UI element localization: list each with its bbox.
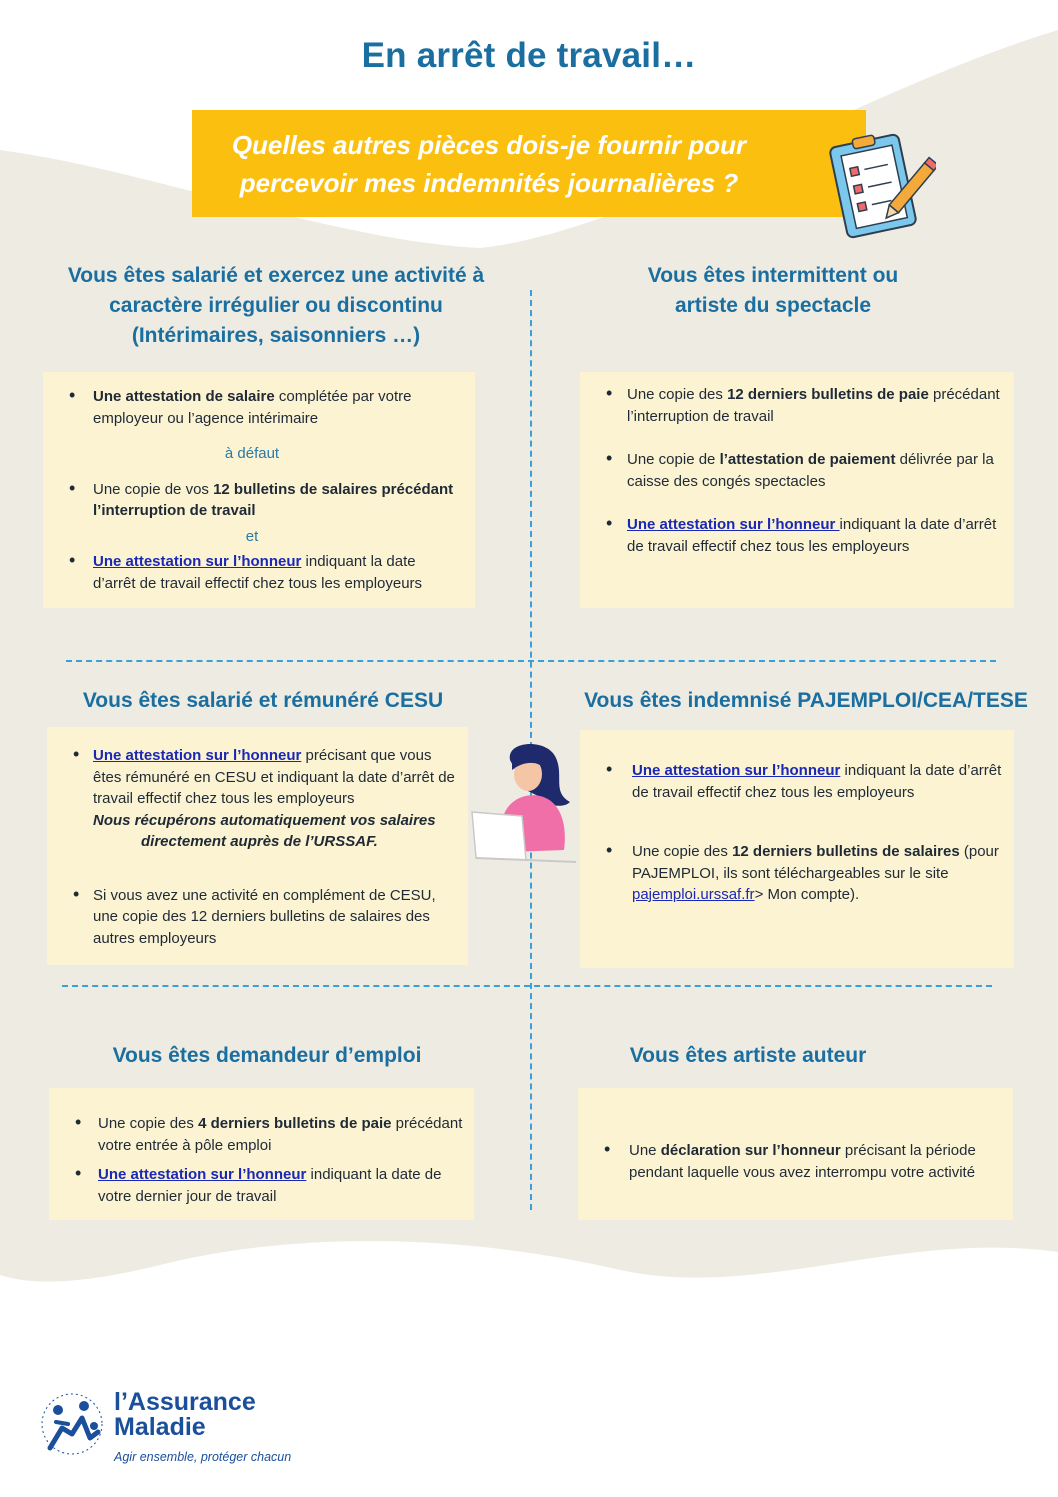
section-title-salarie-irregulier xyxy=(40,261,512,351)
section-title-demandeur: Vous êtes demandeur d’emploi xyxy=(112,1044,422,1067)
separator-et: et xyxy=(245,527,259,545)
bold-text: 4 derniers bulletins de paie xyxy=(198,1115,392,1132)
item-text: précisant la période pendant laquelle vous avez interrompu votre activité xyxy=(629,1142,976,1181)
assurance-maladie-logo-icon xyxy=(36,1388,108,1460)
attestation-link[interactable]: Une attestation sur l’honneur xyxy=(93,747,302,764)
item-text: Une copie des xyxy=(98,1115,199,1132)
clipboard-checklist-icon xyxy=(828,132,936,240)
item-text: (pour PAJEMPLOI, ils sont téléchargeables sur le site xyxy=(632,843,999,882)
list-item xyxy=(580,449,1000,492)
list-item xyxy=(43,479,461,522)
bold-text: 12 bulletins de salaires précédant l’interruption de travail xyxy=(93,480,454,519)
item-text: précédant votre entrée à pôle emploi xyxy=(98,1115,463,1154)
banner-line-1: Quelles autres pièces dois-je fournir pour xyxy=(231,129,747,160)
item-text: délivrée par la caisse des congés spectacles xyxy=(627,451,994,490)
attestation-link[interactable]: Une attestation sur l’honneur xyxy=(98,1166,307,1183)
list-item xyxy=(47,885,460,950)
section-title-intermittent xyxy=(560,261,986,321)
assurance-maladie-logo xyxy=(36,1388,296,1468)
item-text: > Mon compte). xyxy=(754,886,860,903)
banner-line-2: percevoir mes indemnités journalières ? xyxy=(239,167,739,198)
list-item xyxy=(43,551,461,594)
box-cesu xyxy=(47,727,468,965)
title-line: artiste du spectacle xyxy=(674,294,872,317)
title-line: caractère irrégulier ou discontinu xyxy=(109,294,443,317)
list-item xyxy=(43,386,461,429)
title-line: Vous êtes intermittent ou xyxy=(647,264,899,287)
bold-text: Une attestation de salaire xyxy=(93,388,275,405)
item-text: précédant l’interruption de travail xyxy=(627,386,1000,425)
box-pajemploi xyxy=(580,730,1014,968)
item-text: précisant que vous êtes rémunéré en CESU et indiquant la date d’arrêt de travail effectif chez tous les employeurs xyxy=(93,747,455,807)
item-text: indiquant la date d’arrêt de travail effectif chez tous les employeurs xyxy=(632,762,1002,801)
item-text: complétée par votre employeur ou l’agence intérimaire xyxy=(93,388,412,427)
bold-text: l’attestation de paiement xyxy=(719,451,896,468)
item-text: Une copie de xyxy=(627,451,720,468)
attestation-link[interactable]: Une attestation sur l’honneur xyxy=(627,516,840,533)
separator-a-defaut: à défaut xyxy=(224,445,280,462)
section-title-pajemploi: Vous êtes indemnisé PAJEMPLOI/CEA/TESE xyxy=(584,689,1028,712)
cesu-note-line-1: Nous récupérons automatiquement vos salaires xyxy=(93,811,436,829)
logo-name-line-2: Maladie xyxy=(114,1413,206,1441)
attestation-link[interactable]: Une attestation sur l’honneur xyxy=(632,762,841,779)
item-text: Une copie de vos xyxy=(93,480,214,498)
box-demandeur xyxy=(49,1088,474,1220)
horizontal-divider-2 xyxy=(62,985,992,987)
bold-text: 12 derniers bulletins de salaires xyxy=(732,843,960,860)
list-item xyxy=(580,841,1006,906)
item-text: Si vous avez une activité en complément de CESU, une copie des 12 derniers bulletins de salaires des autres employeurs xyxy=(93,886,436,947)
list-item xyxy=(578,1140,1011,1183)
cesu-note-line-2: directement auprès de l’URSSAF. xyxy=(141,833,378,850)
section-title-cesu: Vous êtes salarié et rémunéré CESU xyxy=(82,689,444,712)
box-artiste-auteur xyxy=(578,1088,1013,1220)
pajemploi-site-link[interactable]: pajemploi.urssaf.fr xyxy=(632,886,755,903)
item-text: indiquant la date d’arrêt de travail effectif chez tous les employeurs xyxy=(627,516,997,555)
section-title-artiste-auteur: Vous êtes artiste auteur xyxy=(629,1044,867,1067)
bold-text: 12 derniers bulletins de paie xyxy=(727,386,929,403)
list-item xyxy=(49,1164,466,1207)
logo-name xyxy=(114,1390,256,1440)
item-text: indiquant la date d’arrêt de travail effectif chez tous les employeurs xyxy=(93,553,423,592)
question-banner xyxy=(192,110,866,217)
attestation-link[interactable]: Une attestation sur l’honneur xyxy=(93,553,302,570)
item-text: Une xyxy=(629,1142,661,1159)
list-item xyxy=(580,760,1006,803)
logo-tagline: Agir ensemble, protéger chacun xyxy=(114,1450,292,1464)
title-line: (Intérimaires, saisonniers …) xyxy=(131,324,421,347)
item-text: indiquant la date de votre dernier jour de travail xyxy=(98,1166,442,1205)
page-title: En arrêt de travail… xyxy=(361,36,697,75)
woman-laptop-illustration xyxy=(466,740,586,868)
box-intermittent xyxy=(580,372,1014,608)
title-line: Vous êtes salarié et exercez une activité à xyxy=(67,264,485,287)
list-item xyxy=(580,384,1000,427)
list-item xyxy=(49,1113,466,1156)
box-salarie-irregulier xyxy=(43,372,475,608)
bold-text: déclaration sur l’honneur xyxy=(660,1142,841,1159)
horizontal-divider-1 xyxy=(66,660,996,662)
list-item xyxy=(47,745,460,810)
logo-name-line-1: l’Assurance xyxy=(114,1388,256,1416)
item-text: Une copie des xyxy=(632,843,733,860)
item-text: Une copie des xyxy=(627,386,728,403)
list-item xyxy=(580,514,1000,557)
